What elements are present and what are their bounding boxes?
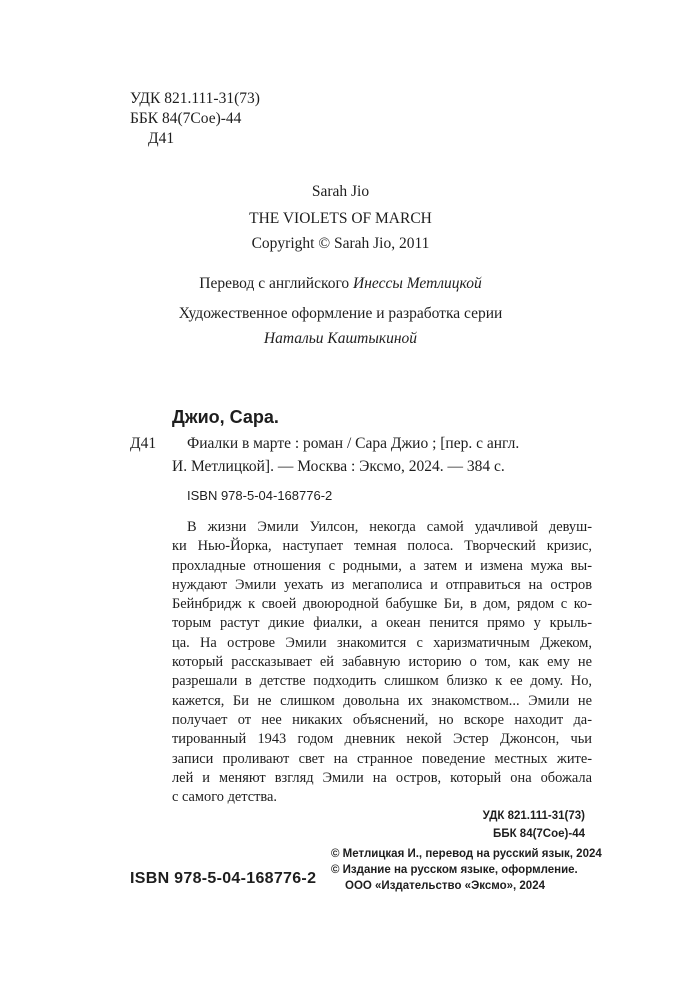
copyright-line-2: © Издание на русском языке, оформление. xyxy=(331,864,578,876)
author-mark: Д41 xyxy=(148,130,175,147)
original-title: THE VIOLETS OF MARCH xyxy=(249,210,432,227)
annotation-line: получает от нее никаких объяснений, но вскоре находит да- xyxy=(172,711,592,728)
designer-name: Натальи Каштыкиной xyxy=(263,330,418,347)
biblio-code: Д41 xyxy=(130,435,157,452)
original-copyright: Copyright © Sarah Jio, 2011 xyxy=(251,235,430,252)
annotation-line: ца. На острове Эмили знакомится с харизматичным Джеком, xyxy=(172,634,592,651)
udk-code: УДК 821.111-31(73) xyxy=(130,90,260,107)
biblio-line-2: И. Метлицкой]. — Москва : Эксмо, 2024. — 384 с. xyxy=(172,458,505,475)
annotation-line: лей и меняют взгляд Эмили на остров, который она обожала xyxy=(172,769,592,786)
isbn-main: ISBN 978-5-04-168776-2 xyxy=(130,870,317,887)
annotation-line: прохладные отношения с родными, а затем и измена мужа вы- xyxy=(172,557,592,574)
annotation-line: Бейнбридж к своей двоюродной бабушке Би, в дом, рядом с ко- xyxy=(172,596,592,613)
annotation-line: В жизни Эмили Уилсон, некогда самой удачливой девуш- xyxy=(187,519,592,535)
original-author: Sarah Jio xyxy=(311,183,370,200)
bottom-udk-code: УДК 821.111-31(73) xyxy=(482,810,585,822)
biblio-author-heading: Джио, Сара. xyxy=(172,407,279,427)
copyright-line-1: © Метлицкая И., перевод на русский язык, 2024 xyxy=(331,848,602,860)
annotation-line: нуждают Эмили уехать из мегаполиса и отправиться на остров xyxy=(172,576,592,593)
translation-prefix: Перевод с английского xyxy=(199,275,354,292)
annotation-line: торым растут дикие фиалки, а океан пенится прямо у крыль- xyxy=(172,615,592,632)
annotation-line: который рассказывает ей забавную историю о том, как ему не xyxy=(172,654,592,671)
copyright-line-3: ООО «Издательство «Эксмо», 2024 xyxy=(345,880,545,892)
annotation-line: разрешали в детстве подходить слишком близко к ее дому. Но, xyxy=(172,673,592,690)
biblio-isbn: ISBN 978-5-04-168776-2 xyxy=(187,488,333,503)
bottom-bbk-code: ББК 84(7Сое)-44 xyxy=(493,828,585,840)
translator-name: Инессы Метлицкой xyxy=(353,275,482,292)
annotation-line: тированный 1943 годом дневник некой Эстер Джонсон, чьи xyxy=(172,731,592,748)
annotation-line: ки Нью-Йорка, наступает темная полоса. Творческий кризис, xyxy=(172,538,592,555)
annotation-line: кажется, Би не слишком довольна их знакомством... Эмили не xyxy=(172,692,592,709)
annotation-line: с самого детства. xyxy=(172,789,278,806)
bbk-code: ББК 84(7Сое)-44 xyxy=(130,110,242,127)
biblio-line-1: Фиалки в марте : роман / Сара Джио ; [пер. с англ. xyxy=(187,435,520,452)
annotation-line: записи проливают свет на странное поведение местных жите- xyxy=(172,750,592,767)
design-credit: Художественное оформление и разработка серии xyxy=(178,305,503,322)
annotation xyxy=(172,518,592,807)
translation-credit xyxy=(0,275,681,293)
